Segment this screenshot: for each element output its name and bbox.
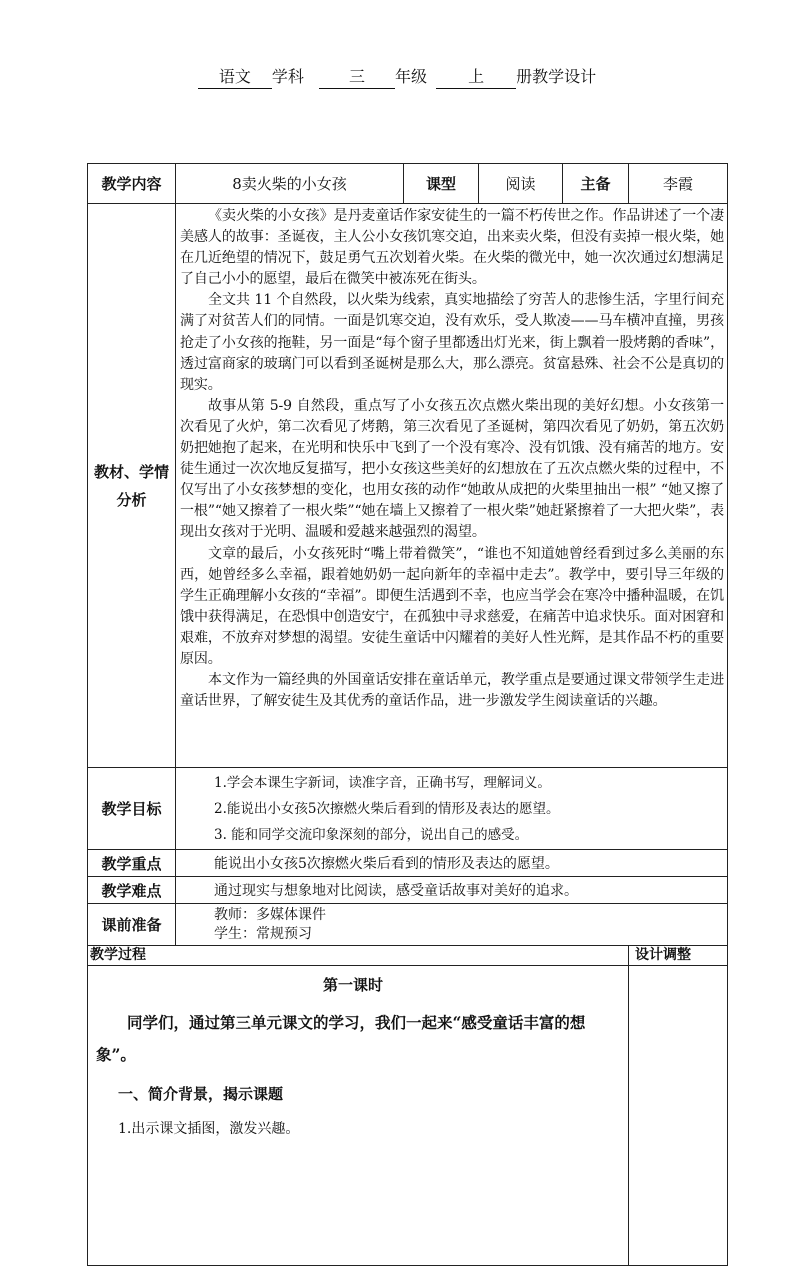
lead-label: 主备 [563,164,629,204]
analysis-label [88,204,176,768]
adjust-column [629,966,728,1266]
adjust-label: 设计调整 [629,946,728,966]
grade-suffix: 年级 [394,67,427,86]
intro-paragraph: 同学们，通过第三单元课文的学习，我们一起来“感受童话丰富的想象”。 [96,1013,586,1064]
lead-value: 李霞 [629,164,728,204]
volume-suffix: 册教学设计 [516,67,597,86]
process-body-row [88,966,728,1266]
analysis-paragraph: 文章的最后，小女孩死时“嘴上带着微笑”，“谁也不知道她曾经看到过多么美丽的东西，她曾经多么幸福，跟着她奶奶一起向新年的幸福中走去”。教学中，要引导三年级的学生正确理解小女孩的“幸福”。即便生活遇到不幸，也应当学会在寒冷中播种温暖，在饥饿中获得满足，在恐惧中创造安宁，在孤独中寻求慈爱，在痛苦中追求快乐。面对困窘和艰难，不放弃对梦想的渴望。安徒生童话中闪耀着的美好人性光辉，是其作品不朽的重要原因。 [180,545,724,667]
focus-row [88,850,728,877]
focus-value: 能说出小女孩5次擦燃火柴后看到的情形及表达的愿望。 [176,850,728,877]
prep-row [88,904,728,946]
content-value: 8卖火柴的小女孩 [176,164,404,204]
prep-content [176,904,728,946]
volume-field: 上 [436,66,516,89]
prep-label: 课前准备 [88,904,176,946]
analysis-paragraph: 本文作为一篇经典的外国童话安排在童话单元，教学重点是要通过课文带领学生走进童话世界，了解安徒生及其优秀的童话作品，进一步激发学生阅读童话的兴趣。 [180,672,724,710]
goal-item: 1.学会本课生字新词，读准字音，正确书写，理解词义。 [214,774,551,791]
prep-student: 学生：常规预习 [214,925,312,942]
goals-row [88,768,728,850]
difficulty-value: 通过现实与想象地对比阅读，感受童话故事对美好的追求。 [176,877,728,904]
subject-field: 语文 [198,66,272,89]
analysis-paragraph: 全文共 11 个自然段，以火柴为线索，真实地描绘了穷苦人的悲惨生活，字里行间充满了对贫苦人们的同情。一面是饥寒交迫，没有欢乐，受人欺凌——马车横冲直撞，男孩抢走了小女孩的拖鞋，另一面是“每个窗子里都透出灯光来，街上飘着一股烤鹅的香味”，透过富商家的玻璃门可以看到圣诞树是那么大，那么漂亮。贫富悬殊、社会不公是真切的现实。 [180,292,724,393]
focus-label: 教学重点 [88,850,176,877]
difficulty-label: 教学难点 [88,877,176,904]
goals-list [176,768,728,850]
analysis-label-line1: 教材、学情 [93,462,169,481]
process-item: 1.出示课文插图，激发兴趣。 [118,1121,300,1137]
section-heading: 一、简介背景，揭示课题 [118,1085,284,1103]
goals-label: 教学目标 [88,768,176,850]
difficulty-row [88,877,728,904]
analysis-row [88,204,728,768]
type-label: 课型 [404,164,479,204]
prep-teacher: 教师：多媒体课件 [214,906,326,923]
subject-suffix: 学科 [271,67,304,86]
content-label: 教学内容 [88,164,176,204]
goal-item: 2.能说出小女孩5次擦燃火柴后看到的情形及表达的愿望。 [214,800,560,817]
lesson-plan-table [87,163,728,1266]
goal-item: 3. 能和同学交流印象深刻的部分，说出自己的感受。 [214,826,529,843]
analysis-paragraph: 《卖火柴的小女孩》是丹麦童话作家安徒生的一篇不朽传世之作。作品讲述了一个凄美感人的故事：圣诞夜，主人公小女孩饥寒交迫，出来卖火柴，但没有卖掉一根火柴，她在几近绝望的情况下，鼓足勇气五次划着火柴。在火柴的微光中，她一次次通过幻想满足了自己小小的愿望，最后在微笑中被冻死在街头。 [180,208,724,288]
process-body [88,966,629,1266]
process-label: 教学过程 [88,946,629,966]
grade-field: 三 [319,66,395,89]
lesson-title: 第一课时 [322,976,383,994]
analysis-paragraph: 故事从第 5-9 自然段，重点写了小女孩五次点燃火柴出现的美好幻想。小女孩第一次看见了火炉，第二次看见了烤鹅，第三次看见了圣诞树，第四次看见了奶奶，第五次奶奶把她抱了起来，在光明和快乐中飞到了一个没有寒冷、没有饥饿、没有痛苦的地方。安徒生通过一次次地反复描写，把小女孩这些美好的幻想放在了五次点燃火柴的过程中，不仅写出了小女孩梦想的变化，也用女孩的动作“她敢从成把的火柴里抽出一根” “她又擦了一根”“她又擦着了一根火柴”“她在墙上又擦着了一根火柴”她赶紧擦着了一大把火柴”，表现出女孩对于光明、温暖和爱越来越强烈的渴望。 [180,397,724,541]
process-header-row [88,946,728,966]
document-header [0,66,794,89]
content-row [88,164,728,204]
analysis-text [176,204,728,768]
type-value: 阅读 [479,164,563,204]
analysis-label-line2: 分析 [116,490,147,509]
